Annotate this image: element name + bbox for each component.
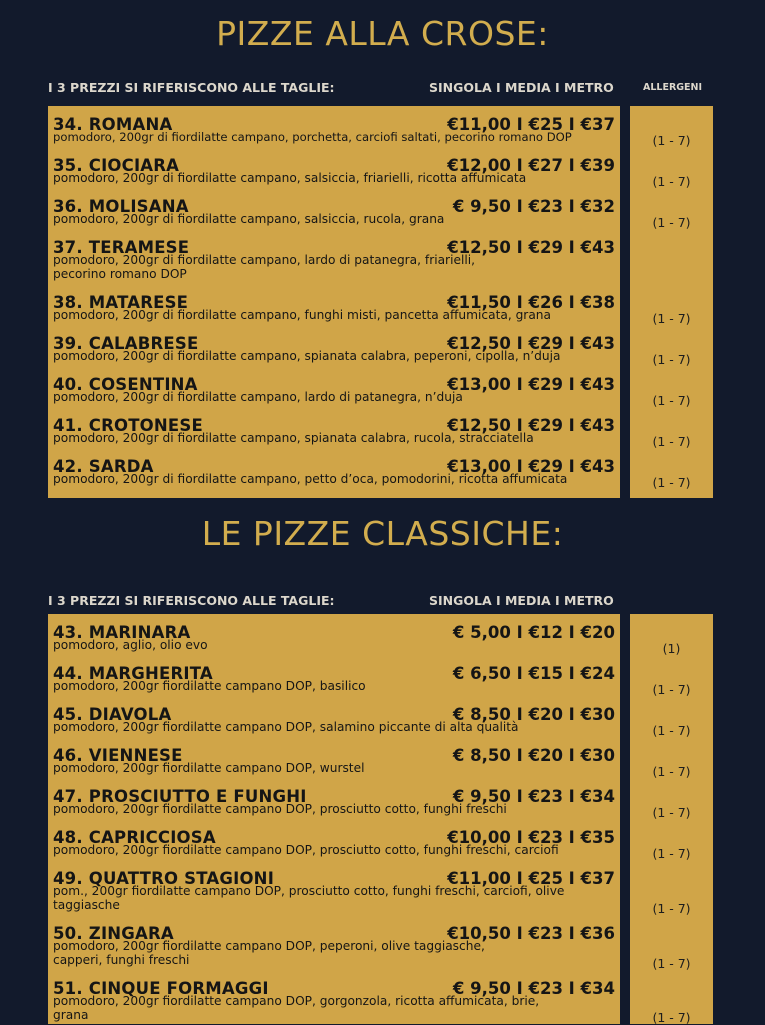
item-desc: pomodoro, 200gr fiordilatte campano DOP, peperoni, olive taggiasche, capperi, funghi freschi (53, 939, 485, 967)
item-desc: pomodoro, aglio, olio evo (53, 638, 208, 652)
item-desc: pomodoro, 200gr di fiordilatte campano, porchetta, carciofi saltati, pecorino romano DOP (53, 130, 572, 144)
section-title-classiche: LE PIZZE CLASSICHE: (201, 514, 564, 553)
item-name: 45. DIAVOLA (53, 705, 172, 724)
item-desc: pomodoro, 200gr di fiordilatte campano, funghi misti, pancetta affumicata, grana (53, 308, 551, 322)
allergen-codes: (1 - 7) (652, 393, 691, 408)
item-name: 37. TERAMESE (53, 238, 190, 257)
allergen-codes: (1 - 7) (652, 475, 691, 490)
item-price: € 8,50 I €20 I €30 (452, 746, 615, 765)
item-desc: pom., 200gr fiordilatte campano DOP, prosciutto cotto, funghi freschi, carciofi, olive taggiasche (53, 884, 565, 912)
menu-box-crose (48, 106, 620, 498)
item-desc: pomodoro, 200gr di fiordilatte campano, salsiccia, rucola, grana (53, 212, 445, 226)
section-title-crose: PIZZE ALLA CROSE: (216, 14, 549, 53)
item-price: € 9,50 I €23 I €32 (452, 197, 615, 216)
item-price: €12,50 I €29 I €43 (447, 334, 615, 353)
item-desc: pomodoro, 200gr fiordilatte campano DOP, salamino piccante di alta qualità (53, 720, 519, 734)
item-desc: pomodoro, 200gr di fiordilatte campano, spianata calabra, peperoni, cipolla, n’duja (53, 349, 561, 363)
item-name: 47. PROSCIUTTO E FUNGHI (53, 787, 307, 806)
item-price: € 6,50 I €15 I €24 (452, 664, 615, 683)
item-name: 34. ROMANA (53, 115, 173, 134)
allergen-codes: (1 - 7) (652, 901, 691, 916)
allergen-codes: (1) (662, 641, 681, 656)
sizes-row (48, 80, 713, 100)
allergen-codes: (1 - 7) (652, 764, 691, 779)
item-name: 42. SARDA (53, 457, 154, 476)
item-price: €11,00 I €25 I €37 (447, 869, 615, 888)
item-desc: pomodoro, 200gr di fiordilatte campano, spianata calabra, rucola, stracciatella (53, 431, 534, 445)
allergen-codes: (1 - 7) (652, 352, 691, 367)
item-price: € 9,50 I €23 I €34 (452, 979, 615, 998)
item-price: €12,00 I €27 I €39 (447, 156, 615, 175)
item-name: 41. CROTONESE (53, 416, 203, 435)
allergen-box-crose (630, 106, 713, 498)
allergen-codes: (1 - 7) (652, 311, 691, 326)
allergen-codes: (1 - 7) (652, 1010, 691, 1025)
item-price: €13,00 I €29 I €43 (447, 375, 615, 394)
item-desc: pomodoro, 200gr fiordilatte campano DOP, basilico (53, 679, 366, 693)
item-name: 40. COSENTINA (53, 375, 198, 394)
item-price: € 5,00 I €12 I €20 (452, 623, 615, 642)
sizes-labels: SINGOLA I MEDIA I METRO (429, 593, 614, 608)
item-name: 43. MARINARA (53, 623, 191, 642)
item-name: 49. QUATTRO STAGIONI (53, 869, 275, 888)
item-desc: pomodoro, 200gr di fiordilatte campano, salsiccia, friarielli, ricotta affumicata (53, 171, 527, 185)
item-name: 50. ZINGARA (53, 924, 174, 943)
item-name: 36. MOLISANA (53, 197, 189, 216)
item-price: €11,00 I €25 I €37 (447, 115, 615, 134)
allergen-codes: (1 - 7) (652, 434, 691, 449)
item-price: € 9,50 I €23 I €34 (452, 787, 615, 806)
item-price: €10,50 I €23 I €36 (447, 924, 615, 943)
sizes-labels: SINGOLA I MEDIA I METRO (429, 80, 614, 95)
allergen-box-classiche (630, 614, 713, 1024)
item-desc: pomodoro, 200gr fiordilatte campano DOP, prosciutto cotto, funghi freschi (53, 802, 507, 816)
allergen-codes: (1 - 7) (652, 846, 691, 861)
item-desc: pomodoro, 200gr fiordilatte campano DOP, prosciutto cotto, funghi freschi, carciofi (53, 843, 559, 857)
sizes-note: I 3 PREZZI SI RIFERISCONO ALLE TAGLIE: (48, 593, 335, 608)
item-price: €10,00 I €23 I €35 (447, 828, 615, 847)
allergen-codes: (1 - 7) (652, 956, 691, 971)
allergen-codes: (1 - 7) (652, 133, 691, 148)
item-desc: pomodoro, 200gr di fiordilatte campano, lardo di patanegra, friarielli, pecorino romano DOP (53, 253, 475, 281)
item-name: 48. CAPRICCIOSA (53, 828, 216, 847)
item-name: 39. CALABRESE (53, 334, 199, 353)
allergen-codes: (1 - 7) (652, 174, 691, 189)
item-desc: pomodoro, 200gr di fiordilatte campano, petto d’oca, pomodorini, ricotta affumicata (53, 472, 568, 486)
item-name: 46. VIENNESE (53, 746, 183, 765)
allergen-codes: (1 - 7) (652, 215, 691, 230)
allergen-codes: (1 - 7) (652, 682, 691, 697)
item-desc: pomodoro, 200gr di fiordilatte campano, lardo di patanegra, n’duja (53, 390, 463, 404)
item-name: 38. MATARESE (53, 293, 189, 312)
item-price: €12,50 I €29 I €43 (447, 416, 615, 435)
item-name: 35. CIOCIARA (53, 156, 180, 175)
allergen-codes: (1 - 7) (652, 805, 691, 820)
sizes-note: I 3 PREZZI SI RIFERISCONO ALLE TAGLIE: (48, 80, 335, 95)
item-name: 51. CINQUE FORMAGGI (53, 979, 269, 998)
item-desc: pomodoro, 200gr fiordilatte campano DOP, wurstel (53, 761, 365, 775)
item-name: 44. MARGHERITA (53, 664, 213, 683)
item-desc: pomodoro, 200gr fiordilatte campano DOP, gorgonzola, ricotta affumicata, brie, grana (53, 994, 540, 1022)
item-price: €12,50 I €29 I €43 (447, 238, 615, 257)
allergen-header: ALLERGENI (643, 82, 703, 93)
menu-box-classiche (48, 614, 620, 1024)
item-price: € 8,50 I €20 I €30 (452, 705, 615, 724)
sizes-row (48, 593, 713, 613)
item-price: €13,00 I €29 I €43 (447, 457, 615, 476)
allergen-codes: (1 - 7) (652, 723, 691, 738)
item-price: €11,50 I €26 I €38 (447, 293, 615, 312)
